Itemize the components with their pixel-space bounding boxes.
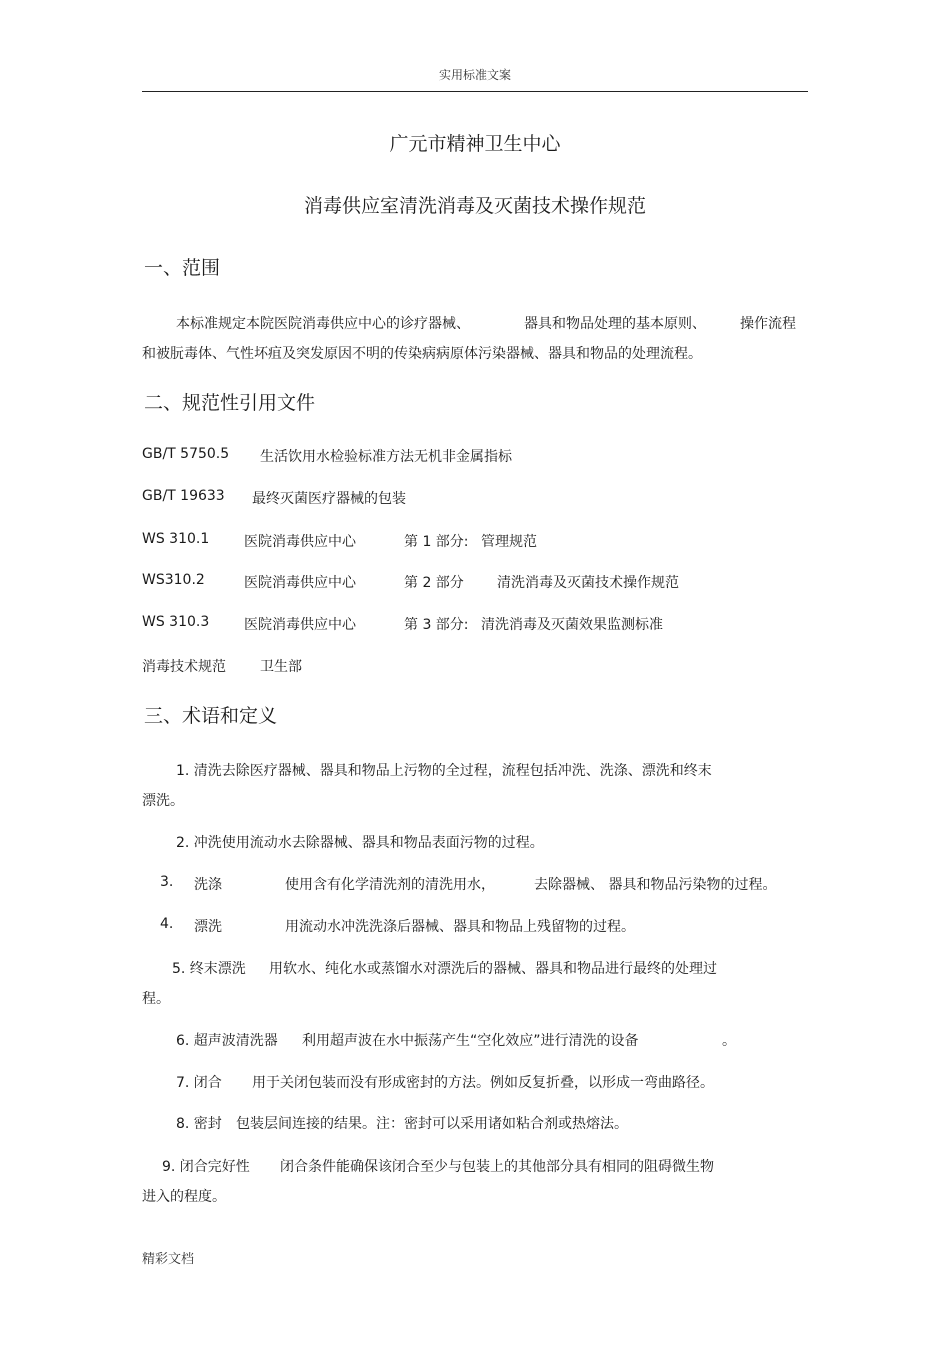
ref-org: 医院消毒供应中心	[244, 534, 356, 550]
ref-code: WS 310.1	[142, 531, 210, 547]
ref-title: 管理规范	[481, 534, 537, 550]
ref-part: 第 2 部分	[404, 575, 464, 591]
header-rule	[142, 91, 808, 92]
page-header: 实用标准文案	[438, 68, 511, 82]
ref-code: 消毒技术规范	[142, 659, 226, 675]
ref-code: WS 310.3	[142, 614, 210, 630]
section1-para-line2: 和被朊毒体、气性坏疽及突发原因不明的传染病病原体污染器械、器具和物品的处理流程。	[142, 346, 702, 362]
ref-title: 卫生部	[260, 659, 302, 675]
ref-title: 生活饮用水检验标准方法无机非金属指标	[260, 449, 512, 465]
term-6-line1b: 利用超声波在水中振荡产生“空化效应”进行清洗的设备	[302, 1033, 639, 1049]
term-7-line1b: 用于关闭包装而没有形成密封的方法。例如反复折叠，以形成一弯曲路径。	[252, 1075, 714, 1091]
term-2-line1: 2. 冲洗使用流动水去除器械、器具和物品表面污物的过程。	[176, 835, 544, 851]
doc-title: 消毒供应室清洗消毒及灭菌技术操作规范	[303, 195, 646, 217]
term-3-def-a: 使用含有化学清洗剂的清洗用水，	[285, 877, 495, 893]
ref-code: GB/T 5750.5	[142, 446, 230, 462]
section2-heading: 二、规范性引用文件	[144, 392, 316, 414]
term-4-num: 4.	[160, 916, 174, 932]
term-5-line1a: 5. 终末漂洗	[172, 961, 246, 977]
ref-org: 医院消毒供应中心	[244, 617, 356, 633]
ref-part: 第 1 部分:	[404, 534, 469, 550]
ref-code: GB/T 19633	[142, 488, 225, 504]
ref-org: 医院消毒供应中心	[244, 575, 356, 591]
term-5-line1b: 用软水、纯化水或蒸馏水对漂洗后的器械、器具和物品进行最终的处理过	[269, 961, 717, 977]
section3-heading: 三、术语和定义	[144, 705, 278, 727]
term-3-def-b: 去除器械、 器具和物品污染物的过程。	[534, 877, 777, 893]
term-4-def-a: 用流动水冲洗洗涤后器械、器具和物品上残留物的过程。	[285, 919, 635, 935]
term-9-line1a: 9. 闭合完好性	[162, 1159, 250, 1175]
page-footer: 精彩文档	[142, 1252, 195, 1267]
ref-title: 清洗消毒及灭菌效果监测标准	[481, 617, 663, 633]
term-9-line1b: 闭合条件能确保该闭合至少与包装上的其他部分具有相同的阻碍微生物	[280, 1159, 714, 1175]
section1-para-line1b: 器具和物品处理的基本原则、	[524, 316, 706, 332]
term-8-line1a: 8. 密封	[176, 1116, 222, 1132]
term-5-line2: 程。	[142, 991, 170, 1007]
org-title: 广元市精神卫生中心	[389, 133, 561, 155]
ref-part: 第 3 部分:	[404, 617, 469, 633]
section1-para-line1a: 本标准规定本院医院消毒供应中心的诊疗器械、	[176, 316, 470, 332]
term-1-line1: 1. 清洗去除医疗器械、器具和物品上污物的全过程，流程包括冲洗、洗涤、漂洗和终末	[176, 763, 712, 779]
term-6-line1a: 6. 超声波清洗器	[176, 1033, 278, 1049]
term-4-term: 漂洗	[194, 919, 222, 935]
section1-heading: 一、范围	[144, 257, 221, 279]
term-1-line2: 漂洗。	[142, 793, 184, 809]
term-6-line1c: 。	[722, 1033, 736, 1049]
ref-title: 最终灭菌医疗器械的包装	[252, 491, 406, 507]
term-8-line1b: 包装层间连接的结果。注：密封可以采用诸如粘合剂或热熔法。	[236, 1116, 628, 1132]
section1-para-line1c: 操作流程	[740, 316, 796, 332]
term-3-term: 洗涤	[194, 877, 222, 893]
term-9-line2: 进入的程度。	[142, 1189, 226, 1205]
ref-title: 清洗消毒及灭菌技术操作规范	[497, 575, 679, 591]
term-7-line1a: 7. 闭合	[176, 1075, 222, 1091]
term-3-num: 3.	[160, 874, 174, 890]
ref-code: WS310.2	[142, 572, 205, 588]
